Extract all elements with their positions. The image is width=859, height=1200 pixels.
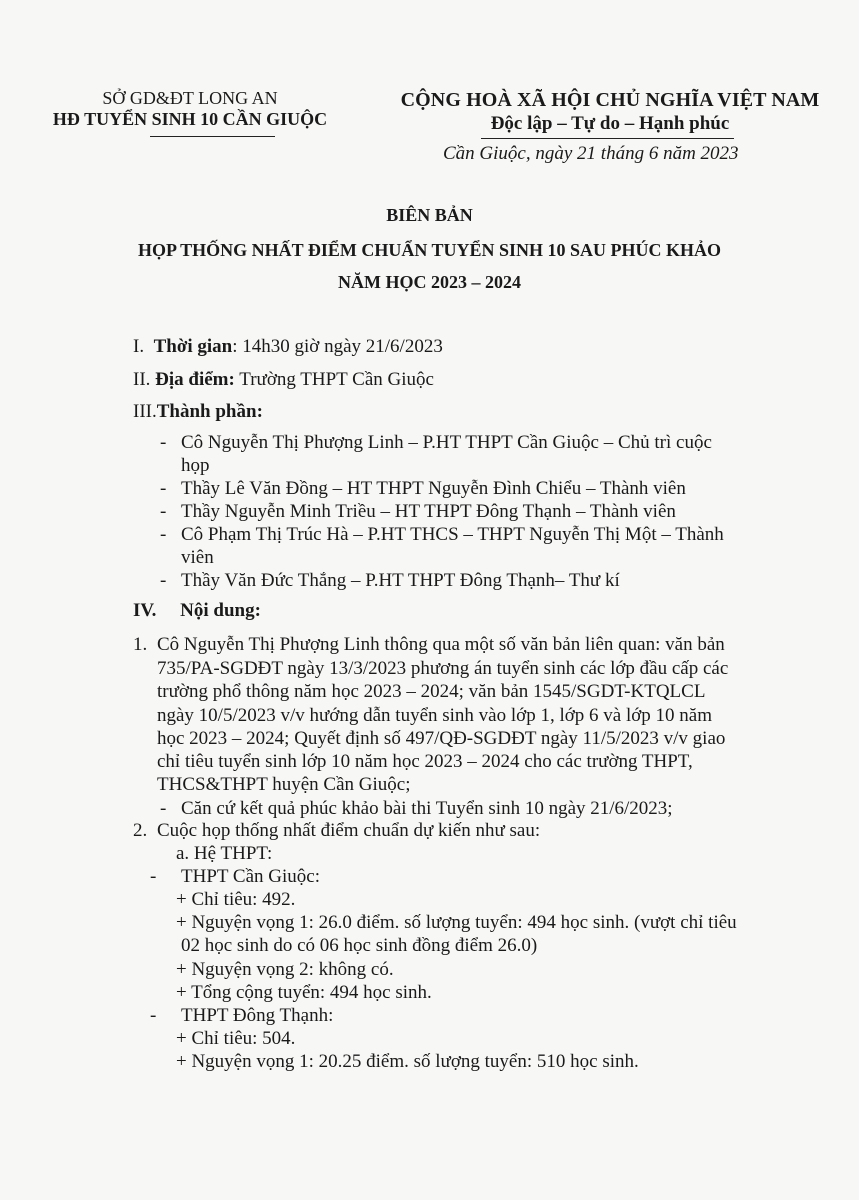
paragraph-line: chỉ tiêu tuyển sinh lớp 10 năm học 2023 – 2024 cho các trường THPT, bbox=[157, 751, 693, 772]
sub-heading-a: a. Hệ THPT: bbox=[176, 843, 273, 864]
member-item-cont: viên bbox=[181, 547, 214, 568]
section-members: III.Thành phần: bbox=[133, 401, 263, 422]
numeral-iii: III. bbox=[133, 401, 157, 422]
school-quota: + Chỉ tiêu: 504. bbox=[176, 1028, 296, 1049]
section-place bbox=[133, 369, 434, 391]
doc-school-year: NĂM HỌC 2023 – 2024 bbox=[338, 272, 521, 292]
member-item: Cô Phạm Thị Trúc Hà – P.HT THCS – THPT Nguyễn Thị Một – Thành bbox=[181, 524, 724, 545]
item-number-2: 2. bbox=[133, 820, 148, 841]
republic-title: CỘNG HOÀ XÃ HỘI CHỦ NGHĨA VIỆT NAM bbox=[400, 89, 820, 111]
member-item: Thầy Nguyễn Minh Triều – HT THPT Đông Thạnh – Thành viên bbox=[181, 501, 676, 522]
member-item: Thầy Văn Đức Thắng – P.HT THPT Đông Thạnh– Thư kí bbox=[181, 570, 620, 591]
numeral-iv: IV. bbox=[133, 600, 157, 621]
basis-line: Căn cứ kết quả phúc khảo bài thi Tuyển sinh 10 ngày 21/6/2023; bbox=[181, 798, 673, 819]
paragraph-line: học 2023 – 2024; Quyết định số 497/QĐ-SGDĐT ngày 11/5/2023 v/v giao bbox=[157, 728, 726, 749]
paragraph-line: Cô Nguyễn Thị Phượng Linh thông qua một số văn bản liên quan: văn bản bbox=[157, 634, 725, 655]
member-dash: - bbox=[160, 432, 167, 453]
paragraph-line: trường phổ thông năm học 2023 – 2024; văn bản 1545/SGDT-KTQLCL bbox=[157, 681, 706, 702]
paragraph-line: 735/PA-SGDĐT ngày 13/3/2023 phương án tuyển sinh các lớp đầu cấp các bbox=[157, 658, 729, 679]
member-item: Cô Nguyễn Thị Phượng Linh – P.HT THPT Cần Giuộc – Chủ trì cuộc bbox=[181, 432, 712, 453]
numeral-i: I. bbox=[133, 336, 145, 357]
time-label: Thời gian bbox=[153, 336, 233, 357]
place-value: Trường THPT Cần Giuộc bbox=[234, 369, 434, 390]
paragraph-line: THCS&THPT huyện Cần Giuộc; bbox=[157, 774, 411, 795]
motto: Độc lập – Tự do – Hạnh phúc bbox=[490, 113, 730, 134]
member-item: Thầy Lê Văn Đồng – HT THPT Nguyễn Đình Chiểu – Thành viên bbox=[181, 478, 686, 499]
members-label: Thành phần bbox=[156, 401, 257, 422]
content-label: Nội dung: bbox=[180, 600, 261, 621]
school-nv2: + Nguyện vọng 2: không có. bbox=[176, 959, 394, 980]
school-nv1: + Nguyện vọng 1: 26.0 điểm. số lượng tuyển: 494 học sinh. (vượt chỉ tiêu bbox=[176, 912, 737, 933]
school-quota: + Chỉ tiêu: 492. bbox=[176, 889, 296, 910]
doc-title: BIÊN BẢN bbox=[386, 205, 473, 225]
member-dash: - bbox=[160, 478, 167, 499]
time-value: : 14h30 giờ ngày 21/6/2023 bbox=[232, 336, 443, 357]
paragraph-line: ngày 10/5/2023 v/v hướng dẫn tuyển sinh vào lớp 1, lớp 6 và lớp 10 năm bbox=[157, 705, 712, 726]
section-time bbox=[133, 336, 443, 358]
school-name: THPT Cần Giuộc: bbox=[181, 866, 320, 887]
department-name: SỞ GD&ĐT LONG AN bbox=[102, 88, 278, 108]
date-line: Cần Giuộc, ngày 21 tháng 6 năm 2023 bbox=[443, 143, 739, 164]
school-dash: - bbox=[150, 866, 157, 887]
school-name: THPT Đông Thạnh: bbox=[181, 1005, 334, 1026]
member-dash: - bbox=[160, 524, 167, 545]
item-number-1: 1. bbox=[133, 634, 148, 655]
member-dash: - bbox=[160, 570, 167, 591]
place-label: Địa điểm: bbox=[155, 369, 235, 390]
council-name: HĐ TUYỂN SINH 10 CẦN GIUỘC bbox=[52, 109, 328, 129]
numeral-ii: II. bbox=[133, 369, 151, 390]
member-dash: - bbox=[160, 501, 167, 522]
header-left-underline bbox=[150, 136, 275, 137]
school-dash: - bbox=[150, 1005, 157, 1026]
school-nv1: + Nguyện vọng 1: 20.25 điểm. số lượng tuyển: 510 học sinh. bbox=[176, 1051, 639, 1072]
basis-dash: - bbox=[160, 798, 167, 819]
motto-underline bbox=[481, 138, 734, 139]
paragraph-line: Cuộc họp thống nhất điểm chuẩn dự kiến như sau: bbox=[157, 820, 541, 841]
school-total: + Tổng cộng tuyển: 494 học sinh. bbox=[176, 982, 432, 1003]
member-item-cont: họp bbox=[181, 455, 210, 476]
doc-subtitle: HỌP THỐNG NHẤT ĐIỂM CHUẨN TUYỂN SINH 10 SAU PHÚC KHẢO bbox=[137, 240, 722, 260]
section-content bbox=[133, 600, 261, 622]
school-nv1-cont: 02 học sinh do có 06 học sinh đồng điểm 26.0) bbox=[181, 935, 538, 956]
